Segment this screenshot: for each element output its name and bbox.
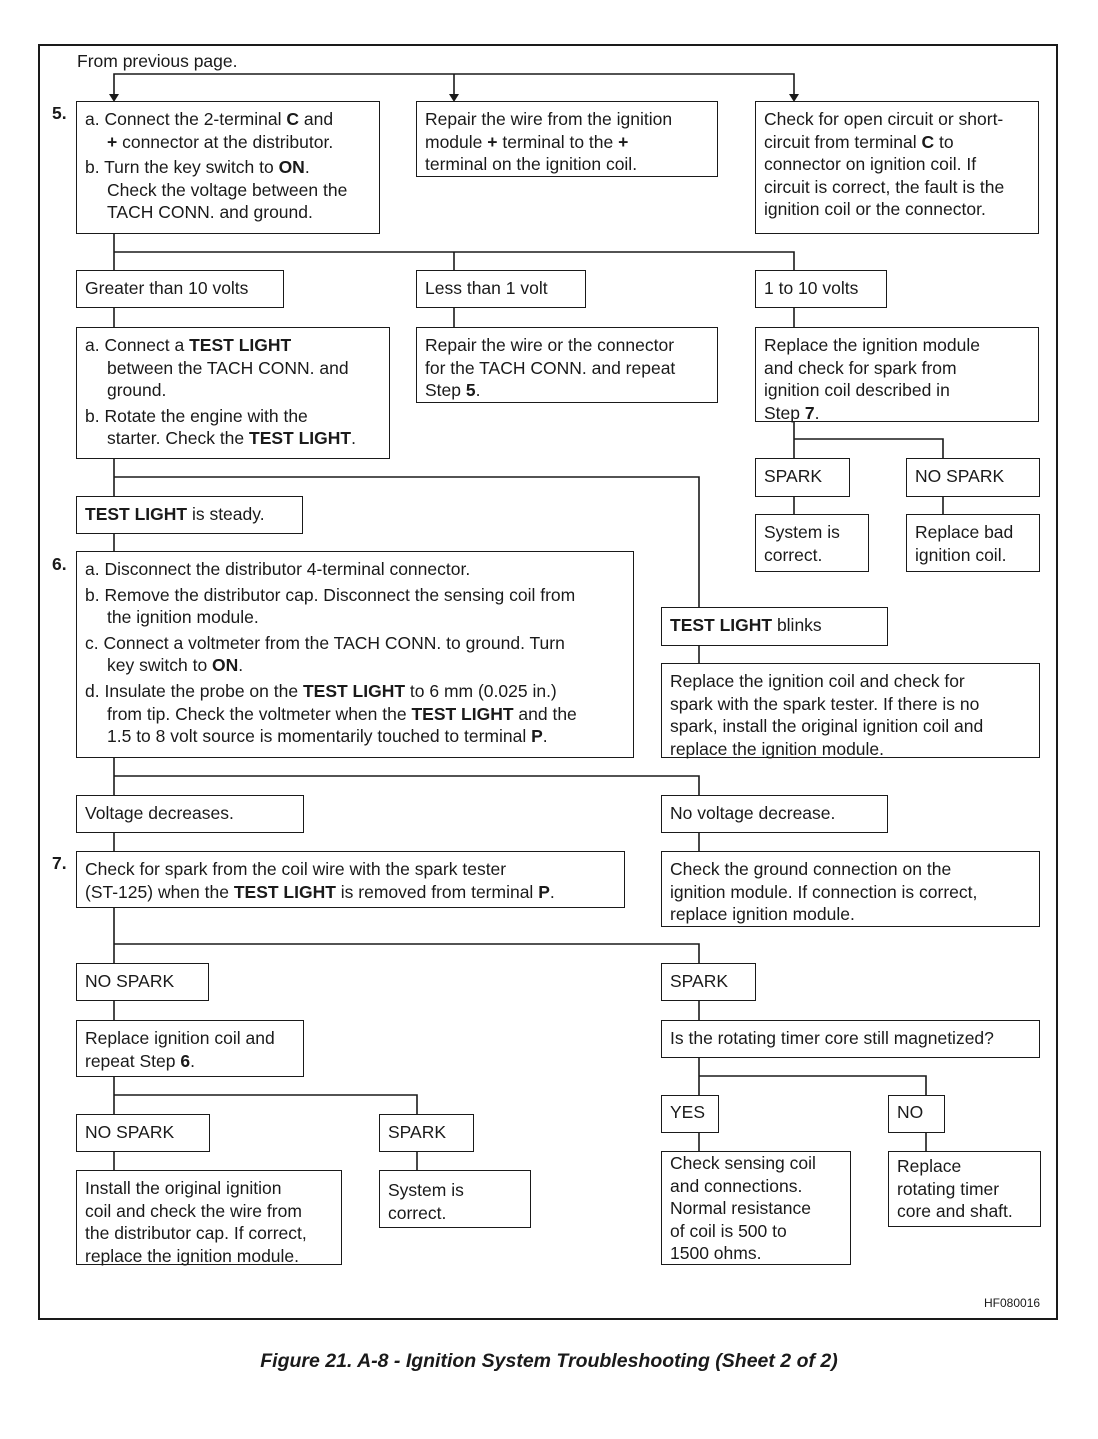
label-spark-step6: SPARK	[379, 1114, 474, 1152]
label-no-voltage-decrease: No voltage decrease.	[661, 795, 888, 833]
step-number-5: 5.	[52, 103, 67, 123]
step-number-6: 6.	[52, 554, 67, 574]
label-1-to-10-volts: 1 to 10 volts	[755, 270, 887, 308]
step6-item-a: a. Disconnect the distributor 4-terminal connector.	[85, 559, 471, 579]
step5-item-a: a. Connect the 2-terminal C and + connector at the distributor.	[85, 109, 334, 152]
label-voltage-decreases: Voltage decreases.	[76, 795, 304, 833]
system-correct-box-right: System is correct.	[755, 514, 869, 572]
step-number-7: 7.	[52, 853, 67, 873]
replace-ignition-module-box: Replace the ignition module and check for spark from ignition coil described in Step 7.	[755, 327, 1039, 422]
repair-plus-terminal-box: Repair the wire from the ignition module + terminal to the + terminal on the ignition coil.	[416, 101, 718, 177]
replace-timer-core-box: Replace rotating timer core and shaft.	[888, 1151, 1041, 1227]
connector-module-bus	[794, 439, 943, 458]
connector-6-bus	[114, 776, 699, 795]
install-original-coil-box: Install the original ignition coil and check the wire from the distributor cap. If correct, replace the ignition module.	[76, 1170, 342, 1265]
check-ground-connection-box: Check the ground connection on the ignition module. If connection is correct, replace ignition module.	[661, 851, 1040, 927]
connector-mag-bus	[699, 1076, 926, 1095]
step6-box	[76, 551, 634, 758]
label-greater-than-10-volts: Greater than 10 volts	[76, 270, 284, 308]
label-no-spark-step6: NO SPARK	[76, 1114, 210, 1152]
label-no-spark-step5: NO SPARK	[906, 458, 1040, 497]
test-light-item-b: b. Rotate the engine with the starter. Check the TEST LIGHT.	[85, 405, 356, 449]
connector-repeat-bus	[114, 1095, 417, 1114]
from-previous-page: From previous page.	[77, 51, 238, 71]
connector-7-bus	[114, 944, 699, 963]
step6-item-d: d. Insulate the probe on the TEST LIGHT to 6 mm (0.025 in.) from tip. Check the voltmeter when the TEST LIGHT and the 1.5 to 8 volt source is momentarily touched to terminal P.	[85, 680, 577, 747]
figure-code: HF080016	[984, 1296, 1041, 1310]
check-open-circuit-box: Check for open circuit or short- circuit from terminal C to connector on ignition coil. If circuit is correct, the fault is the ignition coil or the connector.	[755, 101, 1039, 234]
test-light-item-a: a. Connect a TEST LIGHT between the TACH CONN. and ground.	[85, 335, 349, 401]
label-no: NO	[888, 1095, 945, 1133]
magnetized-question-box: Is the rotating timer core still magnetized?	[661, 1020, 1040, 1058]
system-correct-box-left: System is correct.	[379, 1170, 531, 1228]
step5-box	[76, 101, 380, 234]
step7-box: Check for spark from the coil wire with the spark tester (ST-125) when the TEST LIGHT is removed from terminal P.	[76, 851, 625, 908]
step6-item-c: c. Connect a voltmeter from the TACH CONN. to ground. Turn key switch to ON.	[85, 632, 565, 676]
label-test-light-steady: TEST LIGHT is steady.	[76, 496, 303, 534]
label-less-than-1-volt: Less than 1 volt	[416, 270, 586, 308]
step5-item-b: b. Turn the key switch to ON. Check the voltage between the TACH CONN. and ground.	[85, 157, 348, 223]
step6-item-b: b. Remove the distributor cap. Disconnect the sensing coil from the ignition module.	[85, 584, 576, 628]
repair-tach-conn-box: Repair the wire or the connector for the TACH CONN. and repeat Step 5.	[416, 327, 718, 403]
test-light-box	[76, 327, 390, 459]
label-spark-step7: SPARK	[661, 963, 756, 1001]
check-sensing-coil-box: Check sensing coil and connections. Normal resistance of coil is 500 to 1500 ohms.	[661, 1151, 851, 1265]
replace-bad-coil-box: Replace bad ignition coil.	[906, 514, 1040, 572]
replace-coil-spark-tester-box: Replace the ignition coil and check for spark with the spark tester. If there is no spark, install the original ignition coil and replace the ignition module.	[661, 663, 1040, 758]
replace-coil-repeat-box: Replace ignition coil and repeat Step 6.	[76, 1020, 304, 1077]
label-yes: YES	[661, 1095, 719, 1133]
label-test-light-blinks: TEST LIGHT blinks	[661, 607, 888, 646]
figure-caption: Figure 21. A-8 - Ignition System Troubleshooting (Sheet 2 of 2)	[260, 1350, 838, 1372]
label-no-spark-step7: NO SPARK	[76, 963, 209, 1001]
label-spark-step5: SPARK	[755, 458, 850, 497]
